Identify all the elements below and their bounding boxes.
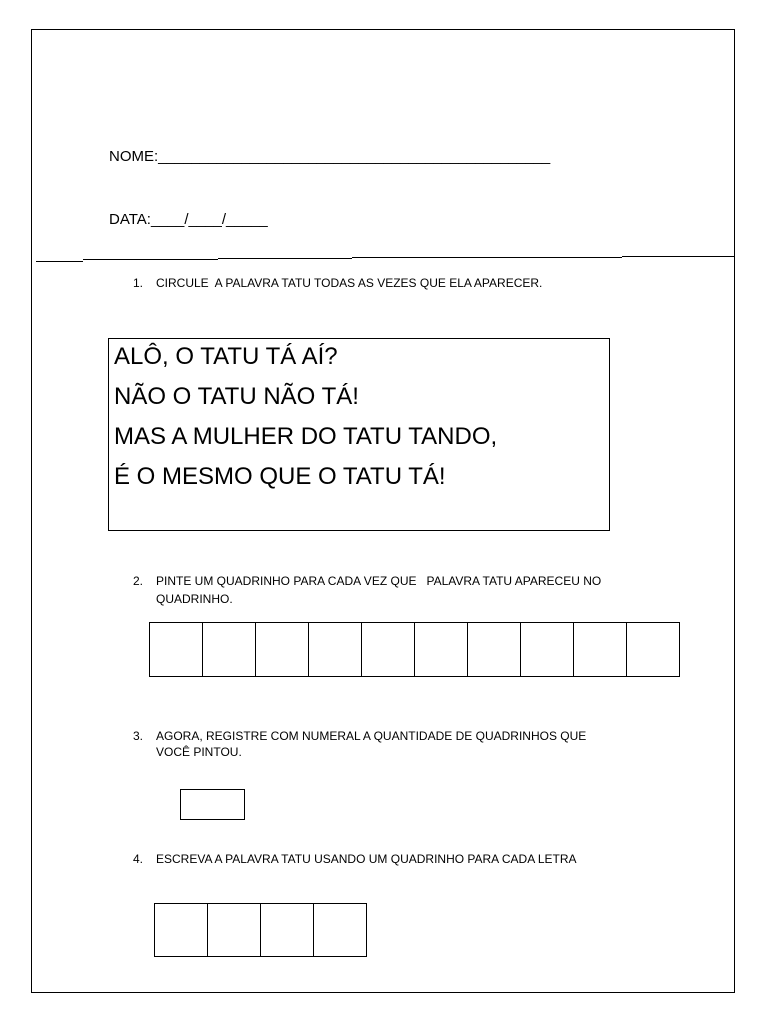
question-2-text-line1: PINTE UM QUADRINHO PARA CADA VEZ QUE PALAVRA TATU APARECEU NO [156, 574, 602, 588]
question-4-number: 4. [133, 852, 144, 866]
question-2-number: 2. [133, 574, 144, 588]
name-field[interactable]: NOME:_______________________________________________ [109, 148, 551, 165]
tally-cell[interactable] [573, 622, 627, 677]
question-2-text-line2: QUADRINHO. [156, 592, 233, 606]
question-3-text-line1: AGORA, REGISTRE COM NUMERAL A QUANTIDADE DE QUADRINHOS QUE [156, 729, 587, 743]
question-1-number: 1. [133, 276, 144, 290]
tally-cell[interactable] [414, 622, 468, 677]
poem-line[interactable]: É O MESMO QUE O TATU TÁ! [114, 463, 446, 490]
answer-box[interactable] [180, 789, 245, 820]
question-3-text-line2: VOCÊ PINTOU. [156, 745, 242, 759]
question-3-number: 3. [133, 729, 144, 743]
letter-cell[interactable] [313, 903, 367, 957]
poem-line[interactable]: ALÔ, O TATU TÁ AÍ? [114, 343, 338, 370]
letter-cell[interactable] [207, 903, 261, 957]
tally-cell[interactable] [308, 622, 362, 677]
tally-cell[interactable] [361, 622, 415, 677]
letter-cell[interactable] [154, 903, 208, 957]
letter-cell[interactable] [260, 903, 314, 957]
question-1-text: CIRCULE A PALAVRA TATU TODAS AS VEZES QUE ELA APARECER. [156, 276, 543, 290]
tally-cell[interactable] [202, 622, 256, 677]
tally-cell[interactable] [626, 622, 680, 677]
poem-line[interactable]: MAS A MULHER DO TATU TANDO, [114, 423, 498, 450]
tally-cell[interactable] [149, 622, 203, 677]
tally-cell[interactable] [520, 622, 574, 677]
question-4-text: ESCREVA A PALAVRA TATU USANDO UM QUADRINHO PARA CADA LETRA [156, 852, 577, 866]
tally-cell[interactable] [467, 622, 521, 677]
date-field[interactable]: DATA:____/____/_____ [109, 211, 268, 228]
tally-cell[interactable] [255, 622, 309, 677]
tally-grid [149, 622, 680, 677]
poem-line[interactable]: NÃO O TATU NÃO TÁ! [114, 383, 359, 410]
word-grid [154, 903, 367, 957]
